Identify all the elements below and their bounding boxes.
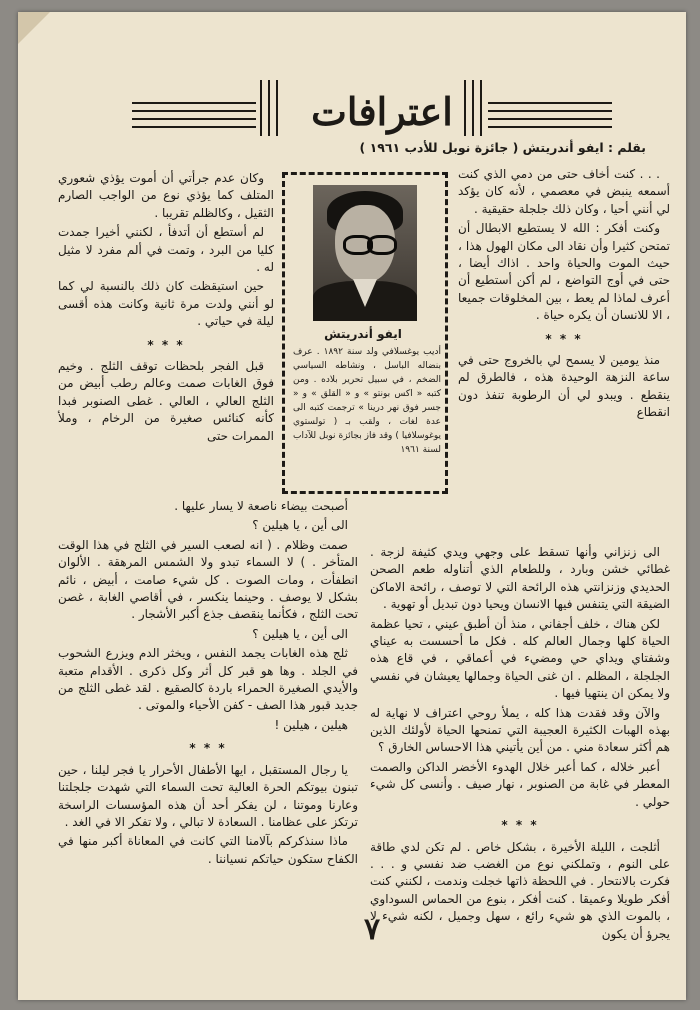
header-bar [276, 80, 278, 136]
byline: بقلم : ايفو أندريتش ( جائزة نوبل للأدب ١٩٦١ ) [359, 140, 646, 155]
paragraph: لم أستطع أن أتدفأ ، لكنني أخيرا جمدت كليا من البرد ، وتمت في ألم مفرد لا مثيل له . [58, 225, 274, 275]
column-left-top [58, 170, 274, 447]
article-title: اعترافات [311, 89, 453, 134]
paragraph: الى أين ، يا هيلين ؟ [252, 626, 348, 641]
paragraph: أصبحت بيضاء ناصعة لا يسار عليها . [174, 499, 348, 513]
paragraph: ماذا سنذكركم بآلامنا التي كانت في المعاناة أكبر منها في الكفاح ستكون حياتكم نسياننا . [58, 834, 358, 866]
paragraph: قبل الفجر بلحظات توقف الثلج . وخيم فوق الغابات صمت وعالم رطب أبيض من الثلج العالي ، العالي . غطى الصنوبر فبدا كأنه كنائس صغيرة من الرخام ، وملأ الممرات حتى [58, 359, 274, 443]
photo-caption-text: أديب يوغسلافي ولد سنة ١٨٩٢ . عرف بنضاله الباسل ، ونشاطه السياسي الضخم ، في سبيل تحرير بلاده . ومن كتبه « اكس بونتو » و « القلق » و « جسر فوق نهر درينا » ترجمت كتبه الى عدة لغات ، ولقب بـ ( تولستوي يوغوسلافيا ) وقد فاز بجائزة نوبل للآداب لسنة ١٩٦١ [293, 347, 441, 455]
section-stars: * * * [545, 331, 583, 346]
author-photo-box [282, 172, 448, 494]
author-photo [313, 185, 417, 321]
header-rule-right [488, 102, 612, 130]
paragraph: يا رجال المستقبل ، ايها الأطفال الأحرار يا فجر ليلنا ، حين تبنون بيوتكم الحرة العالية تحت السماء التي شهدت جلجلتنا وعارنا وموتنا ، لن يفكر أحد أن هذه المؤسسات الراسخة ترتكز على عظامنا . السعادة لا تبالي ، ولا تفكر الا في الغد . [58, 762, 358, 829]
paragraph: الى أين ، يا هيلين ؟ [252, 518, 348, 533]
paragraph: والآن وقد فقدت هذا كله ، يملأ روحي اعتراف لا نهاية له بهذه الهبات الكثيرة العجيبة التي تمنحها الحياة لأولئك الذين هم أكثر سعادة مني . من أين يأتيني هذا الاحساس الخارق ؟ [370, 705, 670, 755]
section-stars: * * * [189, 741, 227, 756]
header-bar [472, 80, 474, 136]
header-bar [260, 80, 262, 136]
column-right-top [458, 166, 670, 424]
paragraph: هيلين ، هيلين ! [274, 717, 348, 732]
paragraph: وكنت أفكر : الله لا يستطيع الابطال أن تمتحن كثيرا وأن نقاد الى مكان الهول هذا ، حيث الموت والحياة واحد . اذاك أيضا ، حتى في أوج التواضع ، لم أكن أستطيع أن أعرف لماذا لم يعط ، بين المخلوقات جميعا ، الا للانسان أن يكره حياة . [458, 221, 670, 323]
paragraph: صمت وظلام . ( انه لصعب السير في الثلج في هذا الوقت المتأخر . ) لا السماء تبدو ولا الشمس المرهقة . الألوان انطفأت ، ومات الصوت . كل شيء صامت ، أبيض ، نائم بشكل لا يوصف . وحينما ينكسر ، في أقاصي الغابة ، غصن تحت الثلج ، فكأنما ينقصف جذع أكبر الأشجار . [58, 537, 358, 622]
section-stars: * * * [147, 337, 185, 352]
paragraph: أعبر خلاله ، كما أعبر خلال الهدوء الأخضر الداكن والصمت المعطر في غابة من الصنوبر ، نهار صيف . وأنسى كل شيء حولي . [370, 759, 670, 809]
magazine-page [18, 12, 686, 1000]
column-right-bottom [370, 544, 670, 945]
paragraph: . . . كنت أخاف حتى من دمي الذي كنت أسمعه ينبض في معصمي ، لأنه كان يؤكد لي أنني أحيا ، وكان ذلك جلجلة حقيقية . [458, 167, 670, 216]
paragraph: ثلج هذه الغابات يجمد النفس ، ويخثر الدم ويزرع الشحوب في الجلد . وها هو قبر كل أثر وكل ذكرى . الأقدام متعبة والأيدي الصغيرة الحمراء باردة كالصقيع . لقد غطى الثلج من جديد قبور هذا الصف - كفن الأحياء والموتى . [58, 646, 358, 713]
photo-caption-name: ايفو أندريتش [324, 327, 402, 341]
header-bar [464, 80, 466, 136]
header-bar [480, 80, 482, 136]
section-stars: * * * [501, 818, 539, 833]
header-bar [268, 80, 270, 136]
page-number: ٧ [363, 912, 381, 947]
paragraph: لكن هناك ، خلف أجفاني ، منذ أن أطبق عيني ، تحيا عظمة الحياة كلها وجمال العالم كله . فكل ما أحسست به عيناي وشفتاي ويداي حي ومضيء في أعماقي ، في قاع هذه الجلجلة ، المظلم . ان غنى الحياة وجمالها يعيشان في نفسي ولا يمكن ان ينتهيا فيها . [370, 616, 670, 701]
column-left-bottom [58, 498, 358, 870]
page-corner-fold [18, 12, 50, 44]
paragraph: وكان عدم جرأتي أن أموت يؤذي شعوري المتلف كما يؤذي نوع من الواجب الصارم الثقيل ، وكالظلم تقريبا . [58, 171, 274, 220]
paragraph: الى زنزاني وأنها تسقط على وجهي ويدي كثيفة لزجة . غطائي خشن وبارد ، وللطعام الذي أتناوله طعم الصحن الحديدي وزنزانتي هذه الرائحة التي لا توصف ، رائحة الاماكن الضيقة التي يتنفس فيها الانسان ويحيا دون تبديل أو تهوية . [370, 545, 670, 612]
paragraph: أثلجت ، الليلة الأخيرة ، بشكل خاص . لم تكن لدي طاقة على النوم ، وتملكني نوع من الغضب ضد نفسي و . . . فكرت بالانتحار . في اللحظة ذاتها خجلت وندمت ، لكنني كنت أفكر طويلا وعميقا . كنت أفكر ، بنوع من الحماس السوداوي ، بالموت الذي هو شيء رائع ، سهل وجميل ، لكنه شيء لا يجرؤ أن يكون [370, 839, 670, 941]
paragraph: منذ يومين لا يسمح لي بالخروج حتى في ساعة النزهة الوحيدة هذه ، فالطرق لم ينقطع . ويبدو لي أن الرطوبة تنفذ دون انقطاع [458, 353, 670, 420]
header-rule-left [132, 102, 256, 130]
paragraph: حين استيقظت كان ذلك بالنسبة لي كما لو أنني ولدت مرة ثانية وكانت هذه أقسى ليلة في حياتي . [58, 279, 274, 329]
